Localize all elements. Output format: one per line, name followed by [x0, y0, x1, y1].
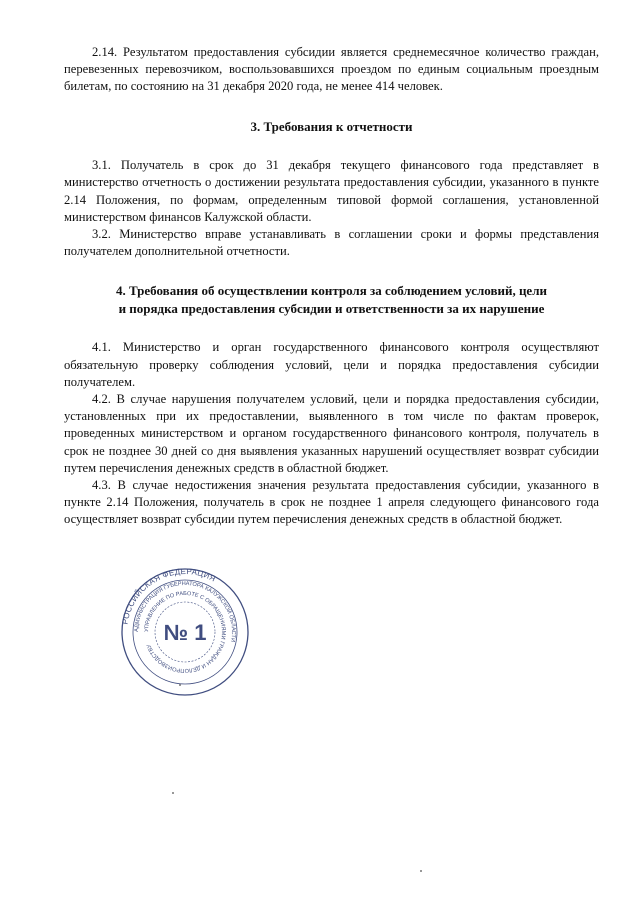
section-3-heading: 3. Требования к отчетности — [250, 118, 413, 134]
paragraph-3-2: 3.2. Министерство вправе устанавливать в соглашении сроки и формы представления получателем дополнительной отчетности. — [64, 226, 599, 259]
paragraph-4-2: 4.2. В случае нарушения получателем условий, цели и порядка предоставления субсидии, установленных при их предоставлении, выявленного в том числе по фактам проверок, проведенных министерством и органом государственного финансового контроля, получатель в срок не позднее 30 дней со дня выявления указанных нарушений осуществляет возврат субсидии путем перечисления денежных средств в областной бюджет. — [64, 391, 599, 475]
seal-inner-text: УПРАВЛЕНИЕ ПО РАБОТЕ С ОБРАЩЕНИЯМИ ГРАЖДАН И ДЕЛОПРОИЗВОДСТВУ — [143, 590, 227, 674]
seal-outer-text: РОССИЙСКАЯ ФЕДЕРАЦИЯ — [120, 567, 218, 626]
scan-speck — [172, 792, 174, 794]
section-4-heading — [64, 282, 599, 317]
section-4-heading-line-2: и порядка предоставления субсидии и ответственности за их нарушение — [118, 300, 545, 316]
scan-speck — [420, 870, 422, 872]
section-4-heading-line-1: 4. Требования об осуществлении контроля за соблюдением условий, цели — [116, 283, 547, 299]
paragraph-2-14: 2.14. Результатом предоставления субсидии является среднемесячное количество граждан, перевезенных перевозчиком, воспользовавшихся проездом по единым социальным проездным билетам, по состоянию на 31 декабря 2020 года, не менее 414 человек. — [64, 45, 599, 94]
seal-ring-text: АДМИНИСТРАЦИЯ ГУБЕРНАТОРА КАЛУЖСКОЙ ОБЛАСТИ — [133, 580, 237, 643]
paragraph-3-1: 3.1. Получатель в срок до 31 декабря текущего финансового года представляет в министерство отчетность о достижении результата предоставления субсидии, указанного в пункте 2.14 Положения, по формам, определенным типовой формой соглашения, установленной министерством финансов Калужской области. — [64, 158, 599, 224]
seal-graphic — [120, 567, 250, 697]
paragraph-4-3: 4.3. В случае недостижения значения результата предоставления субсидии, указанного в пункте 2.14 Положения, получатель в срок не позднее 1 апреля следующего финансового года осуществляет возврат субсидии путем перечисления денежных средств в областной бюджет. — [64, 477, 599, 527]
official-seal-stamp — [120, 567, 250, 697]
seal-number: № 1 — [163, 620, 207, 645]
scan-speck — [179, 684, 181, 686]
paragraph-4-1: 4.1. Министерство и орган государственного финансового контроля осуществляют обязательную проверку соблюдения условий, цели и порядка предоставления субсидии получателем. — [64, 340, 599, 389]
document-body — [64, 44, 599, 529]
